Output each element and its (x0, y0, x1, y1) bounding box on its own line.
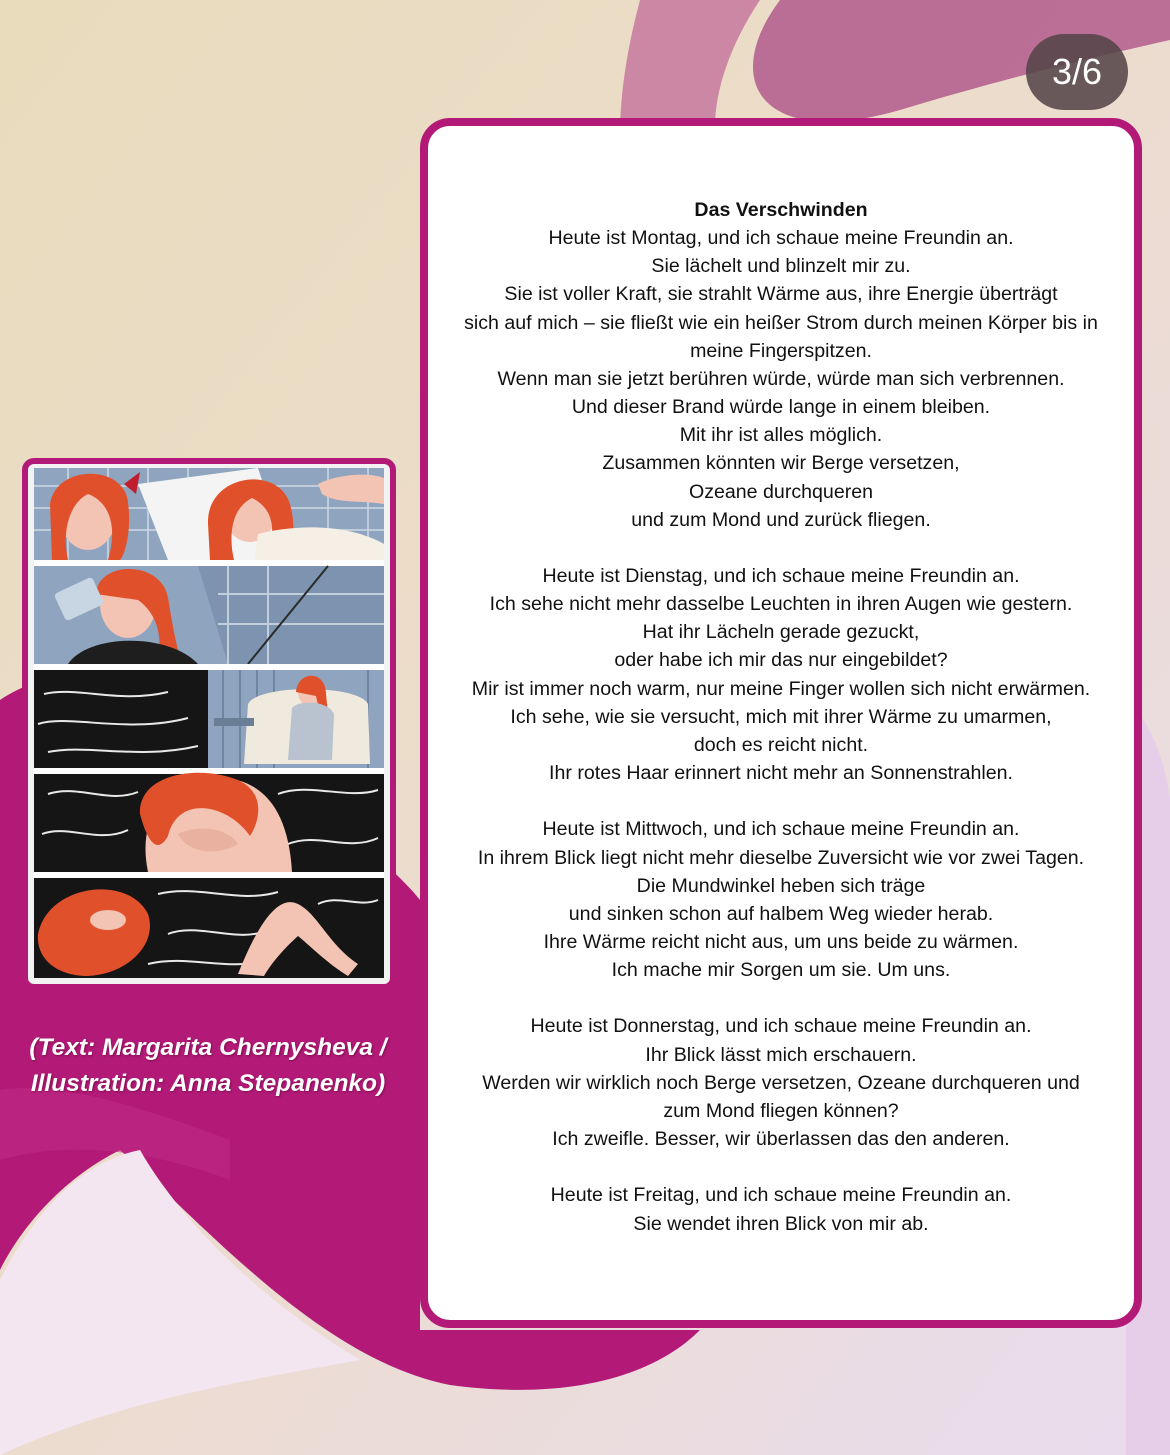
panel-girl-armchair-dark (34, 670, 384, 768)
poem-line: Sie lächelt und blinzelt mir zu. (651, 255, 911, 278)
comic-illustration (22, 458, 396, 990)
page-counter-badge: 3/6 (1026, 34, 1128, 110)
poem-line: meine Fingerspitzen. (690, 339, 872, 362)
poem-stanza (428, 815, 1134, 984)
poem-card (420, 118, 1142, 1328)
poem-title: Das Verschwinden (694, 199, 868, 221)
credits-illustrator: Illustration: Anna Stepanenko) (30, 1070, 386, 1097)
poem-line: und zum Mond und zurück fliegen. (631, 508, 931, 531)
poem-line: Ich mache mir Sorgen um sie. Um uns. (611, 959, 951, 982)
poem-line: Ich sehe, wie sie versucht, mich mit ihrer Wärme zu umarmen, (510, 705, 1052, 728)
poem-line: sich auf mich – sie fließt wie ein heißer Strom durch meinen Körper bis in (464, 311, 1098, 334)
panel-hair-in-water (34, 878, 384, 978)
poem-line: In ihrem Blick liegt nicht mehr dieselbe Zuversicht wie vor zwei Tagen. (477, 846, 1085, 869)
poem-line: Ihr rotes Haar erinnert nicht mehr an Sonnenstrahlen. (549, 762, 1013, 785)
poem-stanza (428, 224, 1134, 534)
poem-line: Ihr Blick lässt mich erschauern. (645, 1043, 917, 1066)
poem-line: Sie ist voller Kraft, sie strahlt Wärme aus, ihre Energie überträgt (504, 283, 1058, 306)
poem-stanza (428, 562, 1134, 787)
credits-text-author: (Text: Margarita Chernysheva / (29, 1034, 387, 1061)
poem-line: doch es reicht nicht. (693, 733, 869, 756)
poem-line: Ich zweifle. Besser, wir überlassen das den anderen. (552, 1128, 1010, 1151)
poem-line: Zusammen könnten wir Berge versetzen, (602, 452, 960, 475)
panel-girls-greeting (34, 468, 384, 560)
poem-line: Ich sehe nicht mehr dasselbe Leuchten in ihren Augen wie gestern. (489, 593, 1073, 616)
poem-line: Heute ist Dienstag, und ich schaue meine Freundin an. (542, 565, 1020, 588)
poem-line: Heute ist Donnerstag, und ich schaue meine Freundin an. (530, 1015, 1032, 1038)
image-credits (8, 1030, 408, 1102)
panel-girl-drinking (34, 566, 384, 664)
poem-line: Ihre Wärme reicht nicht aus, um uns beide zu wärmen. (543, 931, 1019, 954)
poem-line: Ozeane durchqueren (688, 480, 874, 503)
poem-line: und sinken schon auf halbem Weg wieder herab. (568, 902, 994, 925)
poem-stanza (428, 1181, 1134, 1237)
poem-line: Werden wir wirklich noch Berge versetzen, Ozeane durchqueren und (482, 1071, 1080, 1094)
poem-line: Mir ist immer noch warm, nur meine Finger wollen sich nicht erwärmen. (471, 677, 1091, 700)
poem-line: Mit ihr ist alles möglich. (679, 424, 883, 447)
poem-line: zum Mond fliegen können? (663, 1099, 899, 1122)
poem-line: Heute ist Mittwoch, und ich schaue meine Freundin an. (542, 818, 1020, 841)
poem-body (428, 196, 1134, 1266)
poem-line: Die Mundwinkel heben sich träge (636, 874, 926, 897)
poem-line: Heute ist Montag, und ich schaue meine Freundin an. (548, 227, 1014, 250)
poem-line: Heute ist Freitag, und ich schaue meine Freundin an. (550, 1184, 1012, 1207)
poem-line: Und dieser Brand würde lange in einem bleiben. (571, 396, 991, 419)
poem-line: oder habe ich mir das nur eingebildet? (614, 649, 948, 672)
poem-stanza (428, 1012, 1134, 1153)
poem-line: Hat ihr Lächeln gerade gezuckt, (642, 621, 920, 644)
poem-line: Sie wendet ihren Blick von mir ab. (633, 1212, 929, 1235)
panel-girl-sinking (34, 773, 384, 872)
poem-line: Wenn man sie jetzt berühren würde, würde man sich verbrennen. (497, 367, 1065, 390)
